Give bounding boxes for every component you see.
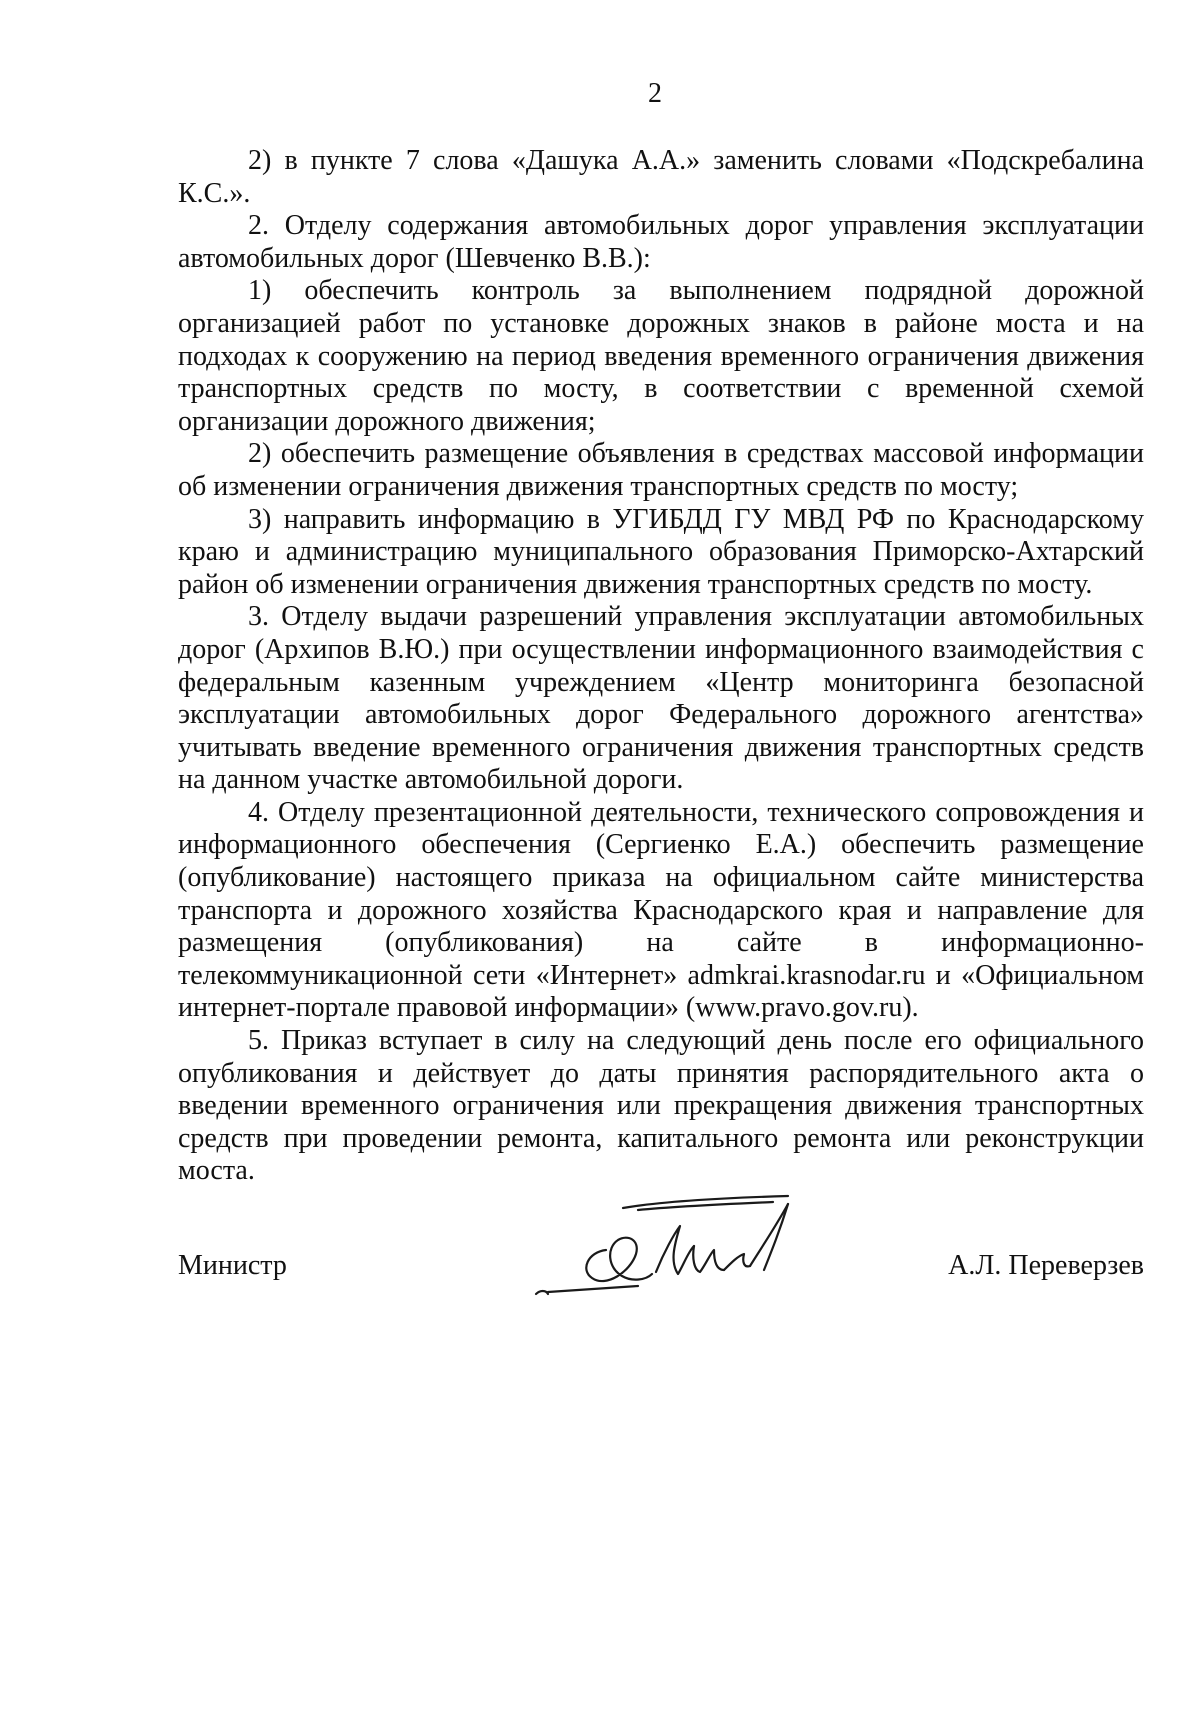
handwritten-signature (488, 1190, 828, 1300)
paragraph-item-2-amendment: 2) в пункте 7 слова «Дашука А.А.» заменить словами «Подскребалина К.С.». (178, 145, 1144, 209)
paragraph-section-5: 5. Приказ вступает в силу на следующий день после его официального опубликования и действует до даты принятия распорядительного акта о введении временного ограничения или прекращения движения транспортных средств при проведении ремонта, капитального ремонта или реконструкции моста. (178, 1025, 1144, 1187)
signatory-name: А.Л. Переверзев (948, 1250, 1144, 1281)
document-body (178, 145, 1144, 1188)
page-number: 2 (648, 78, 662, 109)
signature-block (178, 1190, 1144, 1300)
paragraph-section-2-item-3: 3) направить информацию в УГИБДД ГУ МВД РФ по Краснодарскому краю и администрацию муниципального образования Приморско-Ахтарский район об изменении ограничения движения транспортных средств по мосту. (178, 503, 1144, 600)
paragraph-section-3: 3. Отделу выдачи разрешений управления эксплуатации автомобильных дорог (Архипов В.Ю.) при осуществлении информационного взаимодействия с федеральным казенным учреждением «Центр мониторинга безопасной эксплуатации автомобильных дорог Федерального дорожного агентства» учитывать введение временного ограничения движения транспортных средств на данном участке автомобильной дороги. (178, 601, 1144, 796)
signatory-title: Министр (178, 1250, 287, 1281)
paragraph-section-2: 2. Отделу содержания автомобильных дорог управления эксплуатации автомобильных дорог (Шевченко В.В.): (178, 210, 1144, 274)
paragraph-section-2-item-2: 2) обеспечить размещение объявления в средствах массовой информации об изменении ограничения движения транспортных средств по мосту; (178, 438, 1144, 502)
paragraph-section-4: 4. Отделу презентационной деятельности, технического сопровождения и информационного обеспечения (Сергиенко Е.А.) обеспечить размещение (опубликование) настоящего приказа на официальном сайте министерства транспорта и дорожного хозяйства Краснодарского края и направление для размещения (опубликования) на сайте в информационно-телекоммуникационной сети «Интернет» admkrai.krasnodar.ru и «Официальном интернет-портале правовой информации» (www.pravo.gov.ru). (178, 796, 1144, 1024)
paragraph-section-2-item-1: 1) обеспечить контроль за выполнением подрядной дорожной организацией работ по установке дорожных знаков в районе моста и на подходах к сооружению на период введения временного ограничения движения транспортных средств по мосту, в соответствии с временной схемой организации дорожного движения; (178, 275, 1144, 437)
